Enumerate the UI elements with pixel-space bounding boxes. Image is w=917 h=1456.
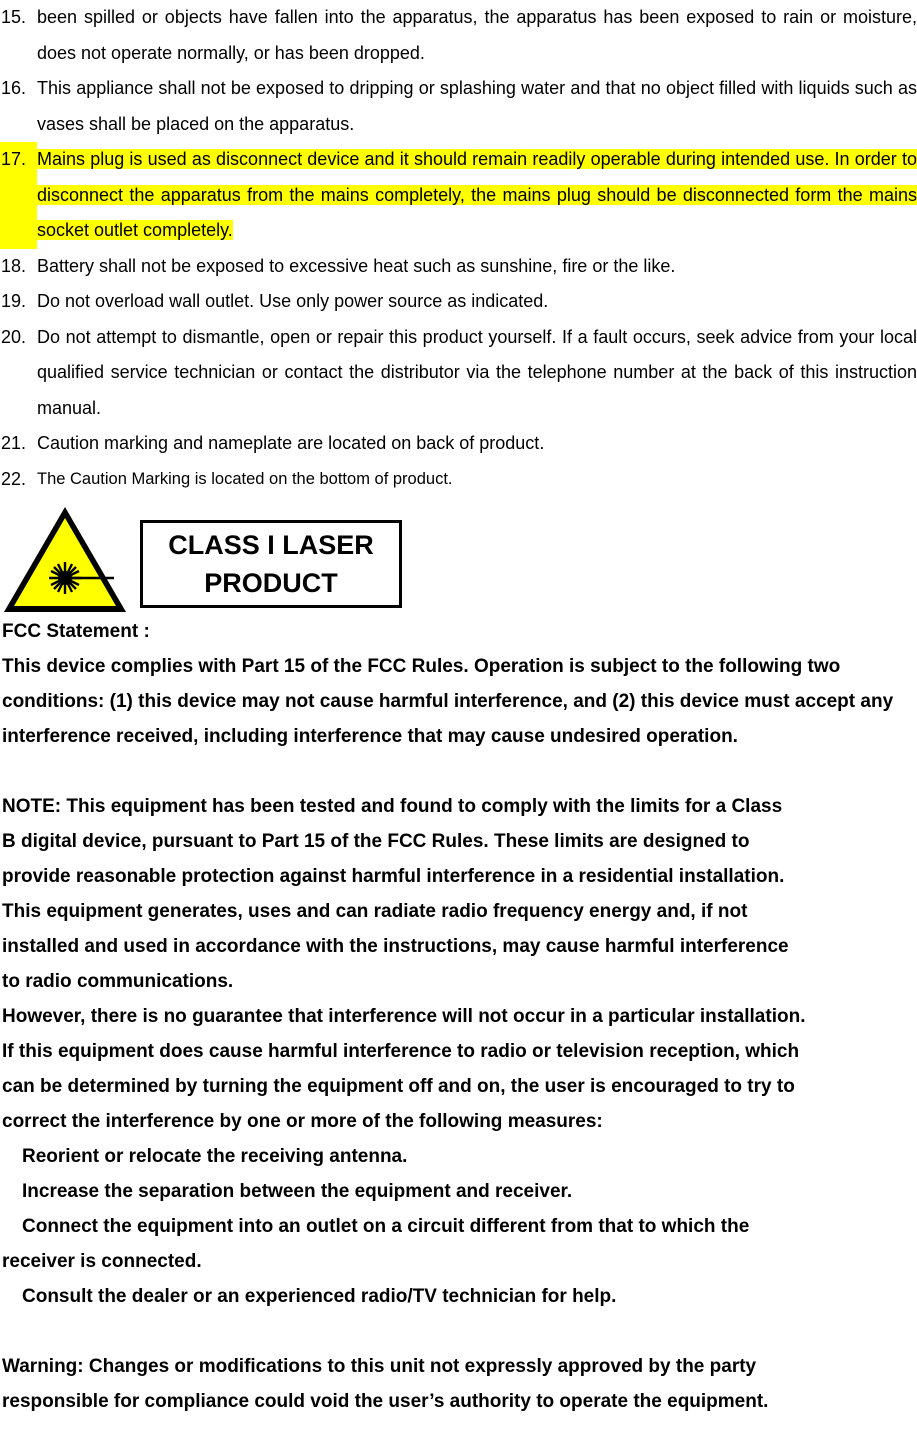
measure-item-continued: receiver is connected. — [2, 1251, 202, 1272]
fcc-compliance-paragraph: This device complies with Part 15 of the FCC Rules. Operation is subject to the following two conditions: (1) this device may not cause harmful interference, and (2) this device must accept any interference received, including interference that may cause undesired operation. — [2, 656, 894, 747]
item-number: 16. — [1, 78, 27, 98]
item-number: 21. — [1, 433, 27, 453]
item-text: This appliance shall not be exposed to dripping or splashing water and that no object filled with liquids such as vases shall be placed on the apparatus. — [37, 78, 917, 134]
instruction-item-22 — [0, 462, 917, 498]
measure-item: Connect the equipment into an outlet on a circuit different from that to which the — [22, 1216, 750, 1237]
however-line: correct the interference by one or more of the following measures: — [2, 1111, 603, 1132]
item-number: 22. — [1, 468, 27, 489]
fcc-heading: FCC Statement : — [2, 621, 150, 642]
instruction-item-15 — [0, 0, 917, 71]
laser-label-line1: CLASS I LASER — [168, 530, 374, 560]
laser-warning-icon — [2, 504, 128, 614]
item-number: 19. — [1, 291, 27, 311]
measure-item: Consult the dealer or an experienced radio/TV technician for help. — [22, 1286, 617, 1307]
measure-item: Increase the separation between the equipment and receiver. — [22, 1181, 573, 1202]
note-line: installed and used in accordance with the instructions, may cause harmful interference — [2, 936, 789, 957]
item-number: 15. — [1, 7, 27, 27]
instruction-item-21 — [0, 426, 917, 462]
note-line: This equipment generates, uses and can radiate radio frequency energy and, if not — [2, 901, 748, 922]
instruction-item-19 — [0, 284, 917, 320]
note-line: NOTE: This equipment has been tested and found to comply with the limits for a Class — [2, 796, 783, 817]
instruction-item-20 — [0, 320, 917, 427]
measure-item: Reorient or relocate the receiving antenna. — [22, 1146, 408, 1167]
note-line: to radio communications. — [2, 971, 234, 992]
however-line: However, there is no guarantee that interference will not occur in a particular installation. — [2, 1006, 806, 1027]
however-line: can be determined by turning the equipment off and on, the user is encouraged to try to — [2, 1076, 795, 1097]
item-number: 20. — [1, 326, 27, 347]
warning-line: Warning: Changes or modifications to this unit not expressly approved by the party — [2, 1356, 757, 1377]
item-text: The Caution Marking is located on the bottom of product. — [37, 469, 453, 488]
item-number: 17. — [0, 142, 37, 249]
item-text: Caution marking and nameplate are located on back of product. — [37, 433, 545, 453]
fcc-statement — [2, 614, 917, 1419]
safety-instructions-list — [0, 0, 917, 497]
instruction-item-17 — [0, 142, 917, 249]
instruction-item-16 — [0, 71, 917, 142]
item-text: Do not overload wall outlet. Use only power source as indicated. — [37, 291, 549, 311]
item-number: 18. — [1, 255, 27, 276]
note-line: B digital device, pursuant to Part 15 of the FCC Rules. These limits are designed to — [2, 831, 750, 852]
highlighted-item-text: Mains plug is used as disconnect device and it should remain readily operable during intended use. In order to disconnect the apparatus from the mains completely, the mains plug should be disconnected form the mains socket outlet completely. — [37, 149, 917, 240]
note-line: provide reasonable protection against harmful interference in a residential installation. — [2, 866, 785, 887]
warning-line: responsible for compliance could void the user’s authority to operate the equipment. — [2, 1391, 769, 1412]
item-text: Do not attempt to dismantle, open or repair this product yourself. If a fault occurs, seek advice from your local qualified service technician or contact the distributor via the telephone number at the back of this instruction manual. — [37, 326, 917, 418]
class-laser-product-label — [140, 520, 402, 608]
instruction-item-18 — [0, 249, 917, 285]
laser-label-line2: PRODUCT — [204, 568, 338, 598]
item-text: been spilled or objects have fallen into the apparatus, the apparatus has been exposed to rain or moisture, does not operate normally, or has been dropped. — [37, 7, 917, 63]
item-text: Battery shall not be exposed to excessive heat such as sunshine, fire or the like. — [37, 255, 676, 276]
however-line: If this equipment does cause harmful interference to radio or television reception, which — [2, 1041, 800, 1062]
